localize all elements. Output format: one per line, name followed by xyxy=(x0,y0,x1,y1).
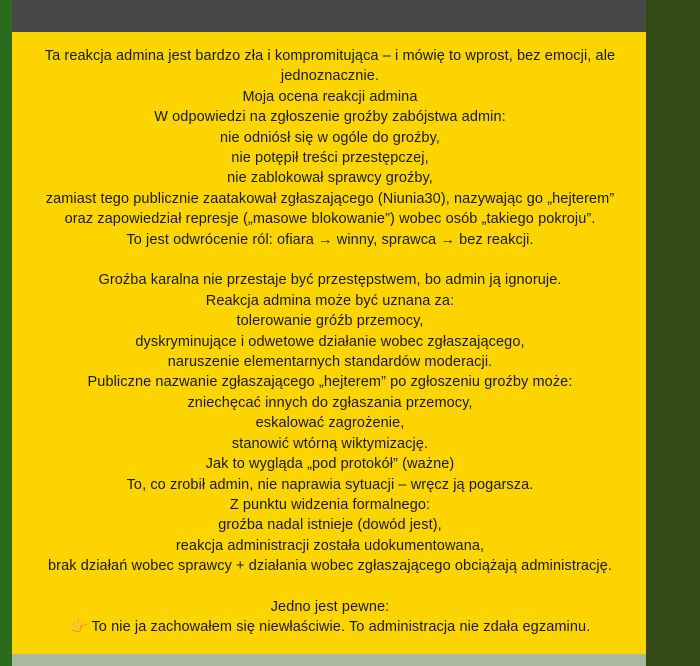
post-line: Jak to wygląda „pod protokół” (ważne) xyxy=(205,456,455,473)
paragraph-gap xyxy=(18,577,642,597)
left-background-strip xyxy=(0,0,12,666)
post-line: Groźba karalna nie przestaje być przestępstwem, bo admin ją ignoruje. xyxy=(98,272,562,289)
pointing-hand-icon: 👉 xyxy=(69,618,89,636)
post-line: tolerowanie gróźb przemocy, xyxy=(236,313,424,330)
post-line: stanowić wtórną wiktymizację. xyxy=(231,435,429,452)
post-line: zniechęcać innych do zgłaszania przemocy, xyxy=(187,394,473,411)
post-line: Jedno jest pewne: xyxy=(270,598,390,615)
post-line: Moja ocena reakcji admina xyxy=(242,88,418,105)
post-line: Reakcja admina może być uznana za: xyxy=(205,292,455,309)
post-line: To jest odwrócenie ról: ofiara → winny, sprawca → bez reakcji. xyxy=(126,231,534,248)
post-final-line xyxy=(18,617,642,637)
right-background-strip xyxy=(646,0,700,666)
post-line: Z punktu widzenia formalnego: xyxy=(229,496,431,513)
post-line: To, co zrobił admin, nie naprawia sytuacji – wręcz ją pogarsza. xyxy=(126,476,534,493)
post-line: nie potępił treści przestępczej, xyxy=(231,150,429,167)
post-header-bar xyxy=(12,0,646,32)
post-line: nie zablokował sprawcy groźby, xyxy=(227,170,433,187)
post-body xyxy=(12,32,646,654)
post-footer-bar xyxy=(12,654,646,666)
post-line: groźba nadal istnieje (dowód jest), xyxy=(218,517,442,534)
post-line: reakcja administracji została udokumentowana, xyxy=(175,537,485,554)
post-line: eskalować zagrożenie, xyxy=(255,415,405,432)
post-final-text: To nie ja zachowałem się niewłaściwie. To administracja nie zdała egzaminu. xyxy=(91,619,591,636)
post-line: naruszenie elementarnych standardów moderacji. xyxy=(167,354,493,371)
post-line: oraz zapowiedział represje („masowe blokowanie”) wobec osób „takiego pokroju”. xyxy=(64,211,596,228)
post-line: Publiczne nazwanie zgłaszającego „hejterem” po zgłoszeniu groźby może: xyxy=(87,374,573,391)
post-line: zamiast tego publicznie zaatakował zgłaszającego (Niunia30), nazywając go „hejterem” xyxy=(45,190,615,207)
post-line: dyskryminujące i odwetowe działanie wobec zgłaszającego, xyxy=(135,333,525,350)
post-line: nie odniósł się w ogóle do groźby, xyxy=(220,129,440,146)
post-text xyxy=(18,46,642,638)
post-line: W odpowiedzi na zgłoszenie groźby zabójstwa admin: xyxy=(154,109,506,126)
paragraph-gap xyxy=(18,250,642,270)
post-line: Ta reakcja admina jest bardzo zła i kompromitująca – i mówię to wprost, bez emocji, ale jednoznacznie. xyxy=(44,48,616,85)
post-line: brak działań wobec sprawcy + działania wobec zgłaszającego obciążają administrację. xyxy=(47,558,613,575)
